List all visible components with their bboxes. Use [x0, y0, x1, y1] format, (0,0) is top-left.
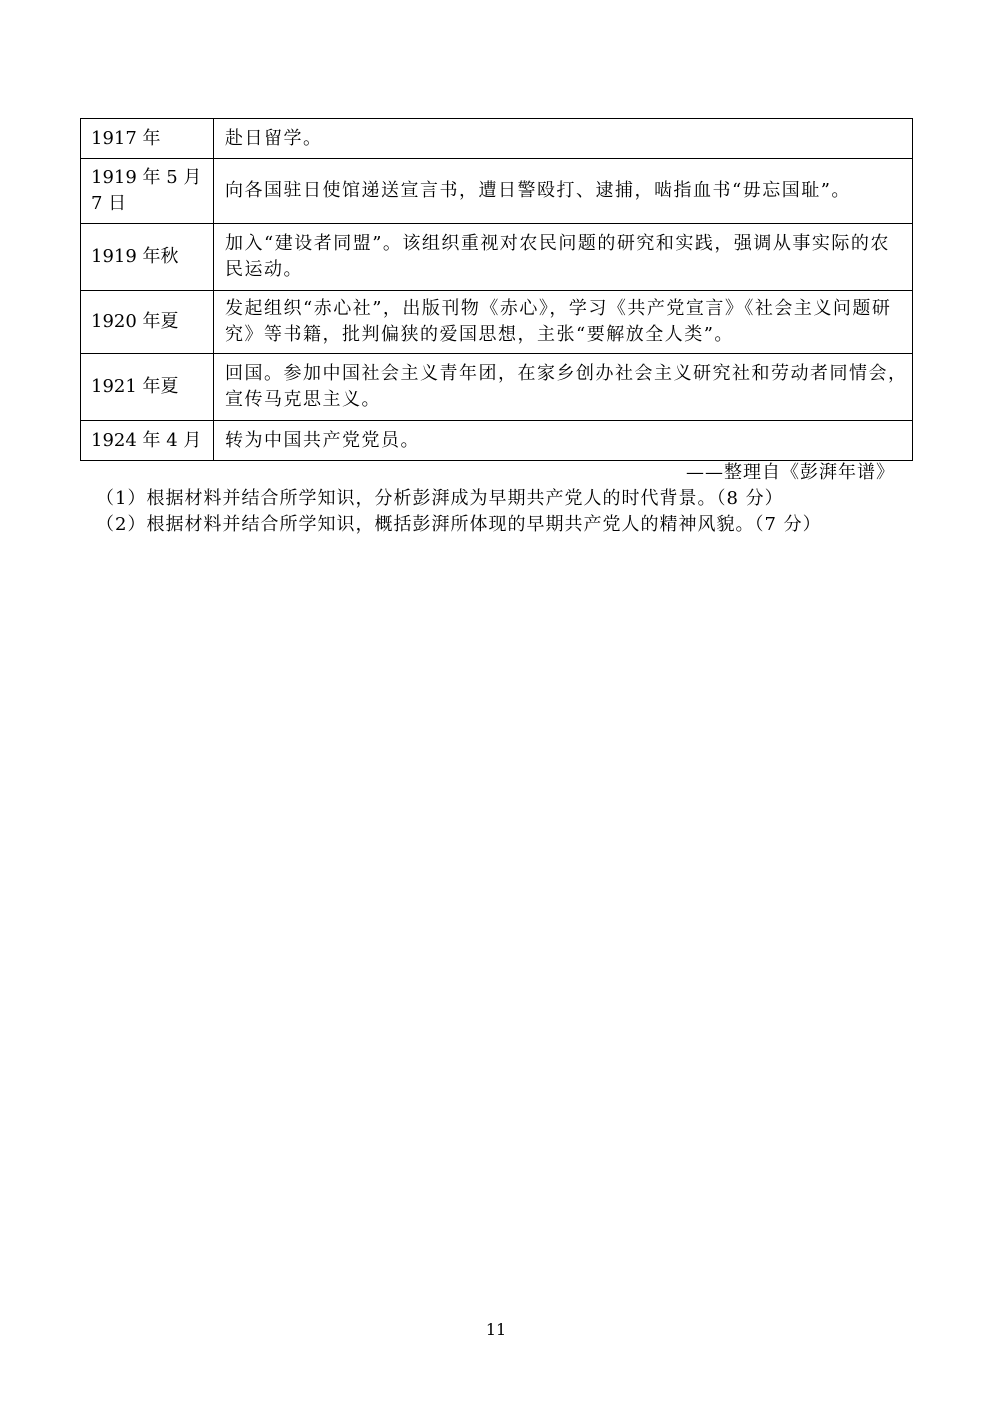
- event-cell: 向各国驻日使馆递送宣言书，遭日警殴打、逮捕，啮指血书“毋忘国耻”。: [214, 159, 913, 224]
- question-2: （2）根据材料并结合所学知识，概括彭湃所体现的早期共产党人的精神风貌。（7 分）: [96, 514, 822, 535]
- source-citation: ——整理自《彭湃年谱》: [686, 462, 895, 483]
- question-1: （1）根据材料并结合所学知识，分析彭湃成为早期共产党人的时代背景。（8 分）: [96, 488, 784, 509]
- table-row: [81, 354, 913, 421]
- event-cell: 赴日留学。: [214, 119, 913, 159]
- table-row: [81, 421, 913, 461]
- event-cell: 发起组织“赤心社”，出版刊物《赤心》，学习《共产党宣言》《社会主义问题研究》等书籍，批判偏狭的爱国思想，主张“要解放全人类”。: [214, 291, 913, 354]
- date-cell: 1919 年秋: [81, 224, 214, 291]
- page-number: 11: [485, 1320, 507, 1339]
- table-row: [81, 159, 913, 224]
- date-cell: 1921 年夏: [81, 354, 214, 421]
- event-cell: 回国。参加中国社会主义青年团，在家乡创办社会主义研究社和劳动者同情会，宣传马克思主义。: [214, 354, 913, 421]
- date-cell: 1917 年: [81, 119, 214, 159]
- date-cell: 1919 年 5 月 7 日: [81, 159, 214, 224]
- timeline-table: [80, 118, 913, 461]
- question-list: [96, 486, 822, 538]
- date-cell: 1924 年 4 月: [81, 421, 214, 461]
- event-cell: 转为中国共产党党员。: [214, 421, 913, 461]
- table-row: [81, 224, 913, 291]
- table-row: [81, 291, 913, 354]
- event-cell: 加入“建设者同盟”。该组织重视对农民问题的研究和实践，强调从事实际的农民运动。: [214, 224, 913, 291]
- date-cell: 1920 年夏: [81, 291, 214, 354]
- table-row: [81, 119, 913, 159]
